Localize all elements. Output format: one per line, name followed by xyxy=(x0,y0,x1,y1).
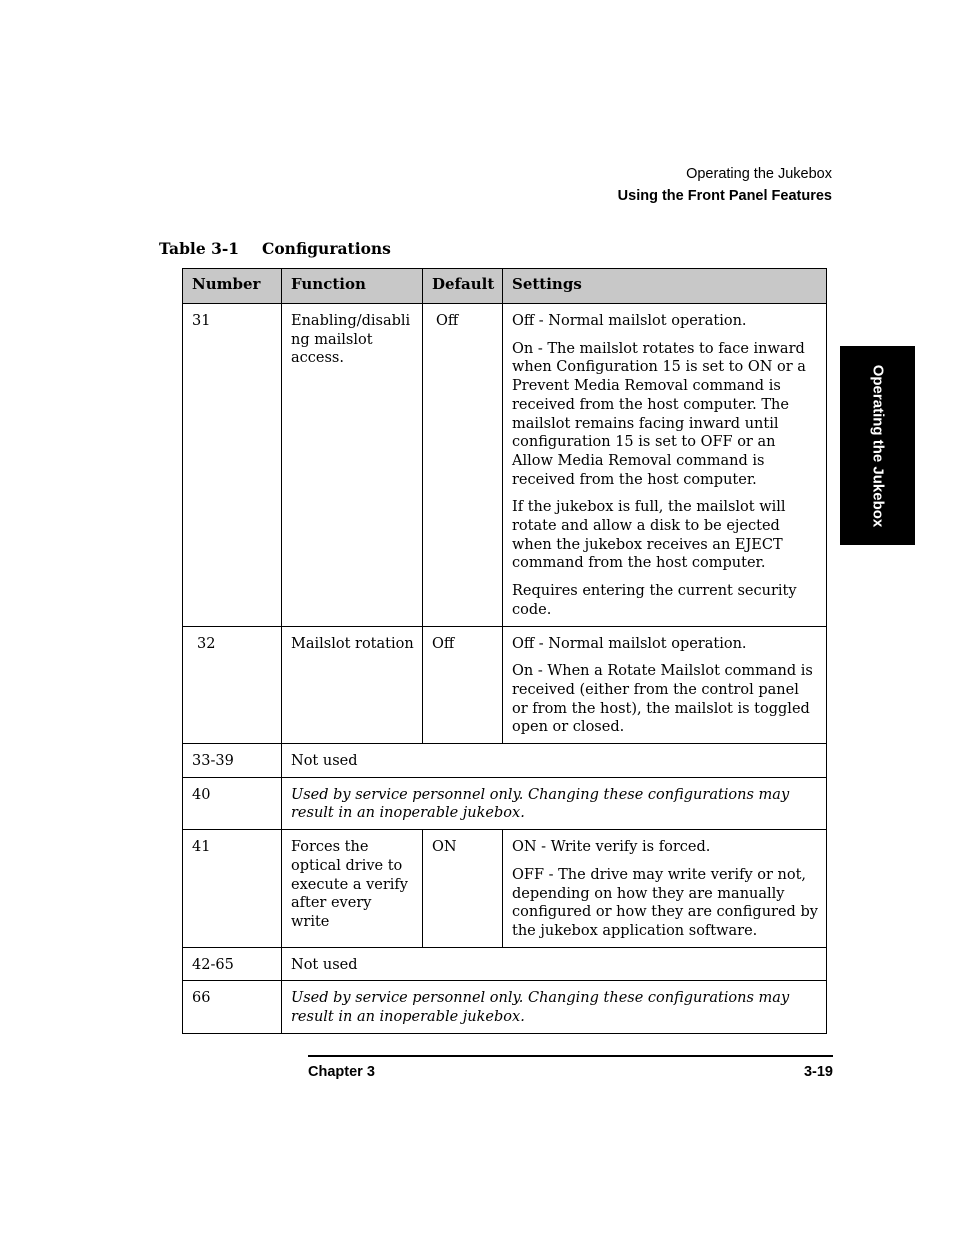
cell-settings xyxy=(503,830,827,948)
settings-paragraph: Off - Normal mailslot operation. xyxy=(512,635,747,652)
table-row xyxy=(183,981,827,1033)
cell-note: Used by service personnel only. Changing these configurations may result in an inoperable jukebox. xyxy=(282,777,827,829)
column-header-settings: Settings xyxy=(503,269,827,304)
cell-note: Not used xyxy=(282,947,827,981)
table-caption xyxy=(159,239,391,258)
column-header-number: Number xyxy=(183,269,282,304)
cell-note: Used by service personnel only. Changing these configurations may result in an inoperable jukebox. xyxy=(282,981,827,1033)
settings-paragraph: Requires entering the current security code. xyxy=(512,583,797,618)
cell-function: Forces the optical drive to execute a verify after every write xyxy=(282,830,423,948)
cell-settings xyxy=(503,304,827,627)
cell-number: 41 xyxy=(183,830,282,948)
cell-number: 33-39 xyxy=(183,744,282,778)
cell-default: Off xyxy=(423,626,503,744)
table-row xyxy=(183,947,827,981)
cell-number: 42-65 xyxy=(183,947,282,981)
footer-page-number: 3-19 xyxy=(803,1064,833,1080)
cell-function: Enabling/disabli ng mailslot access. xyxy=(282,304,423,627)
column-header-function: Function xyxy=(282,269,423,304)
table-row xyxy=(183,777,827,829)
table-row xyxy=(183,830,827,948)
cell-default: ON xyxy=(423,830,503,948)
configurations-table xyxy=(182,268,827,1034)
footer-rule xyxy=(308,1055,833,1057)
cell-number: 66 xyxy=(183,981,282,1033)
settings-paragraph: On - When a Rotate Mailslot command is received (either from the control panel or from the host), the mailslot is toggled open or closed. xyxy=(512,663,813,736)
table-row xyxy=(183,304,827,627)
column-header-default: Default xyxy=(423,269,503,304)
side-tab-label: Operating the Jukebox xyxy=(869,364,886,527)
table-title: Configurations xyxy=(262,239,391,258)
table-row xyxy=(183,744,827,778)
table-header-row xyxy=(183,269,827,304)
cell-settings xyxy=(503,626,827,744)
settings-paragraph: On - The mailslot rotates to face inward when Configuration 15 is set to ON or a Prevent Media Removal command is received from the host computer. The mailslot remains facing inward until configuration 15 is set to OFF or an Allow Media Removal command is received from the host computer. xyxy=(512,340,806,488)
running-header-section: Using the Front Panel Features xyxy=(617,188,832,204)
settings-paragraph: If the jukebox is full, the mailslot will rotate and allow a disk to be ejected when the jukebox receives an EJECT command from the host computer. xyxy=(512,499,786,572)
cell-number: 31 xyxy=(183,304,282,627)
running-header-chapter: Operating the Jukebox xyxy=(686,166,832,182)
chapter-side-tab xyxy=(840,346,915,545)
cell-default: Off xyxy=(423,304,503,627)
cell-function: Mailslot rotation xyxy=(282,626,423,744)
settings-paragraph: ON - Write verify is forced. xyxy=(512,839,711,856)
settings-paragraph: OFF - The drive may write verify or not, depending on how they are manually configured or how they are configured by the jukebox application software. xyxy=(512,866,818,939)
footer-chapter: Chapter 3 xyxy=(308,1064,375,1080)
cell-number: 32 xyxy=(183,626,282,744)
settings-paragraph: Off - Normal mailslot operation. xyxy=(512,313,747,329)
cell-number: 40 xyxy=(183,777,282,829)
cell-note: Not used xyxy=(282,744,827,778)
table-row xyxy=(183,626,827,744)
table-label: Table 3-1 xyxy=(159,239,240,258)
